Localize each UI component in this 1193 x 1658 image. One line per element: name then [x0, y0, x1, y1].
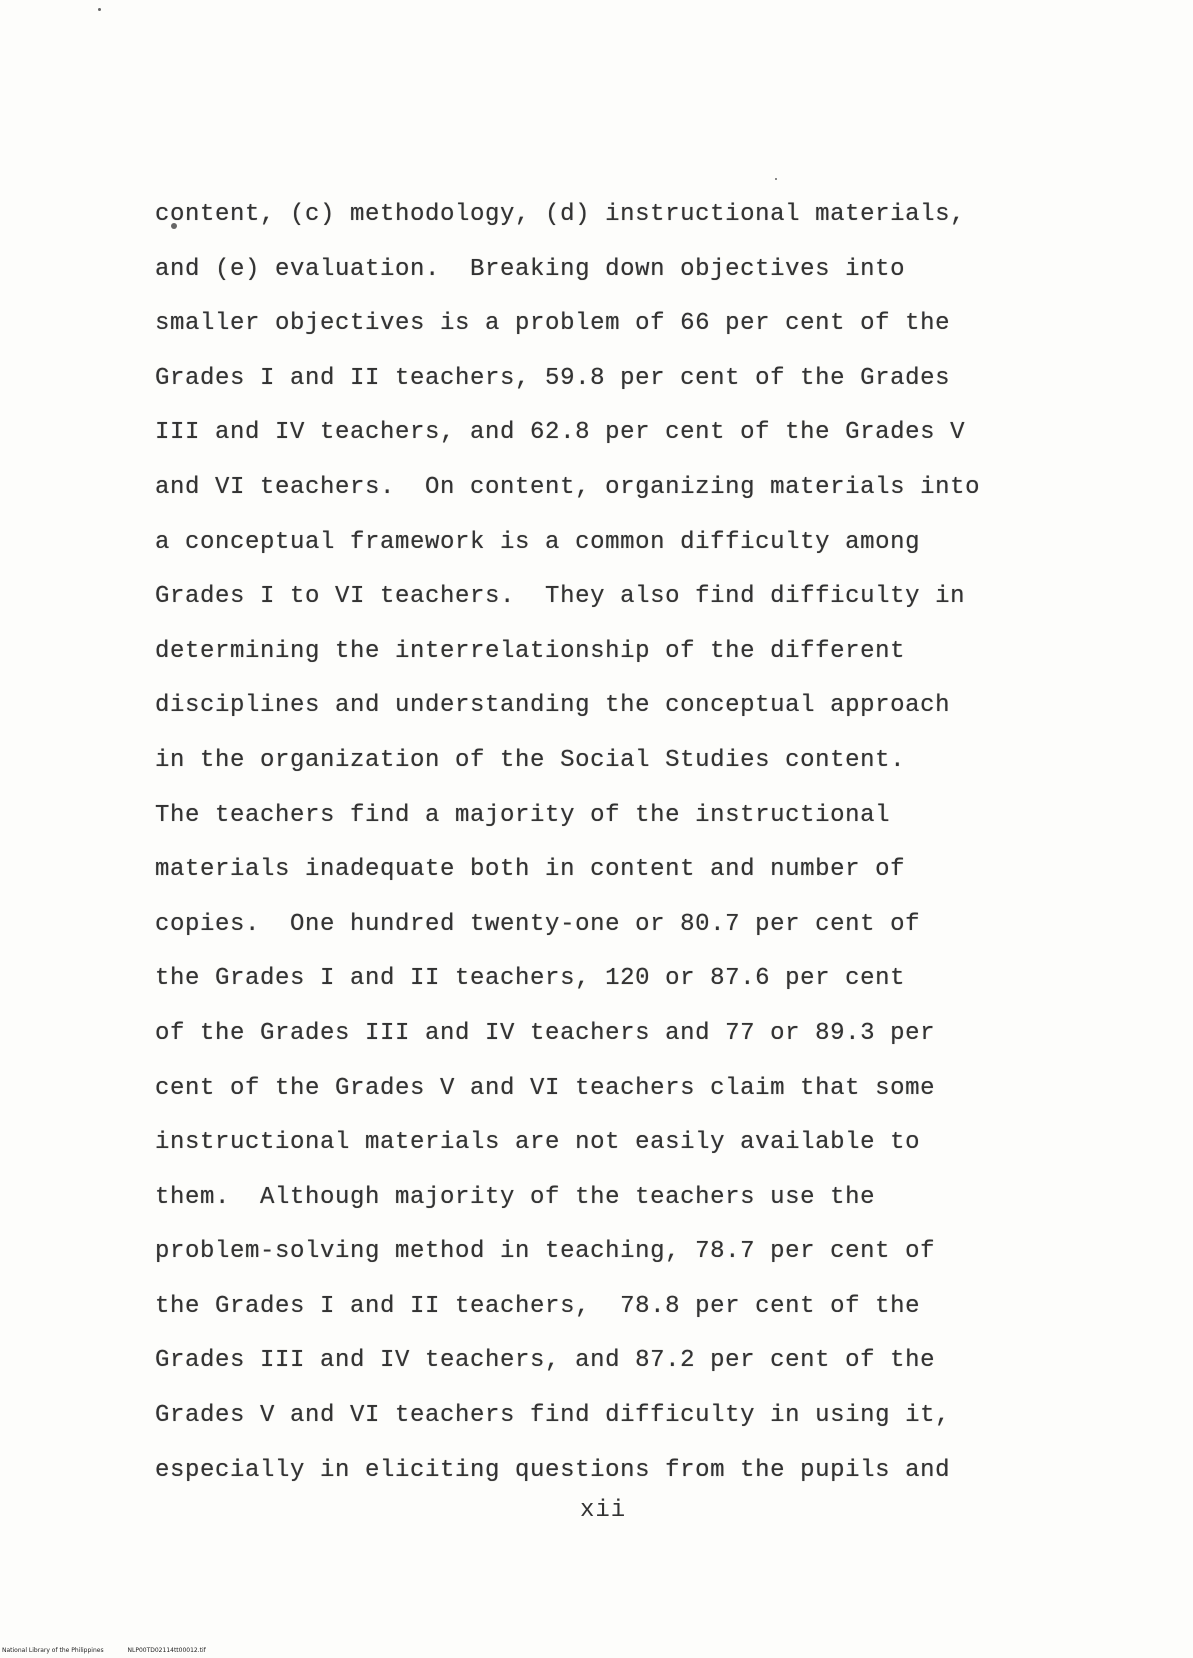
text-line: smaller objectives is a problem of 66 per cent of the: [155, 310, 951, 338]
text-line: materials inadequate both in content and number of: [155, 856, 906, 884]
text-line: disciplines and understanding the conceptual approach: [155, 692, 951, 720]
footer-file-id: NLP00TD02114tt00012.tif: [127, 1647, 206, 1654]
scan-footer: [2, 1647, 228, 1654]
text-line: in the organization of the Social Studies content.: [155, 746, 906, 774]
text-line: problem-solving method in teaching, 78.7 per cent of: [155, 1238, 936, 1266]
footer-library: National Library of the Philippines: [2, 1647, 104, 1654]
text-line: Grades I to VI teachers. They also find difficulty in: [155, 583, 966, 611]
text-line: and VI teachers. On content, organizing materials into: [155, 473, 981, 501]
text-line: them. Although majority of the teachers use the: [155, 1183, 876, 1211]
page-number: xii: [580, 1497, 627, 1524]
text-line: Grades I and II teachers, 59.8 per cent of the Grades: [155, 364, 951, 392]
text-line: a conceptual framework is a common difficulty among: [155, 528, 921, 556]
text-line: of the Grades III and IV teachers and 77 or 89.3 per: [155, 1019, 936, 1047]
text-line: especially in eliciting questions from the pupils and: [155, 1456, 951, 1484]
text-line: content, (c) methodology, (d) instructional materials,: [155, 201, 966, 228]
text-line: the Grades I and II teachers, 120 or 87.6 per cent: [155, 965, 906, 993]
text-line: The teachers find a majority of the instructional: [155, 801, 891, 829]
text-line: cent of the Grades V and VI teachers claim that some: [155, 1074, 936, 1102]
text-line: the Grades I and II teachers, 78.8 per cent of the: [155, 1292, 921, 1320]
text-line: and (e) evaluation. Breaking down objectives into: [155, 255, 906, 283]
text-line: Grades III and IV teachers, and 87.2 per cent of the: [155, 1347, 936, 1375]
scan-speck: [775, 178, 777, 180]
scan-speck: [98, 8, 101, 11]
body-text: [155, 188, 1055, 1498]
text-line: determining the interrelationship of the different: [155, 637, 906, 665]
text-line: Grades V and VI teachers find difficulty in using it,: [155, 1402, 951, 1430]
text-line: instructional materials are not easily available to: [155, 1129, 921, 1157]
text-line: III and IV teachers, and 62.8 per cent of the Grades V: [155, 419, 966, 447]
text-line: copies. One hundred twenty-one or 80.7 per cent of: [155, 910, 921, 938]
